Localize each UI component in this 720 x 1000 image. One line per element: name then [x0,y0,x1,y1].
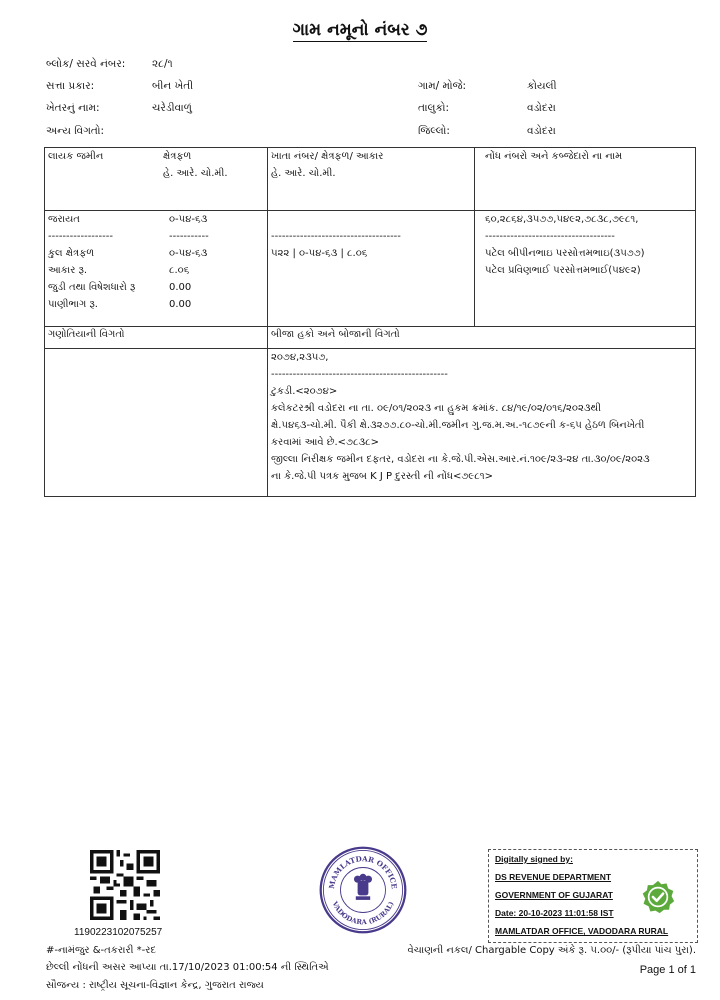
rights-line-3: ક્ષે.૫૪૬૩-ચો.મી. પૈકી ક્ષે.૩૨૭૭.૮૦-ચો.મી.જમીન ગુ.જ.મ.અ.-૧૮૭૯ની ક-૬૫ હેઠળ બિનખેતી [271,420,645,431]
header-land: લાયક જમીન [48,151,104,162]
rights-cell [268,349,696,497]
page-number: Page 1 of 1 [639,964,696,976]
ds-line-1: Digitally signed by: [495,854,573,864]
svg-text:MAMLATDAR OFFICE: MAMLATDAR OFFICE [327,854,399,890]
header-khata-cell [268,148,475,211]
legend: #-નામંજુર &-તકરારી *-રદ [46,945,157,956]
details-khata-cell [268,211,475,327]
row-pani: પાણીભાગ રૂ. [48,299,98,310]
header-notes: નોંધ નંબરો અને કબ્જેદારો ના નામ [485,151,623,162]
row-judi: જુડી તથા વિષેશધારો રૂ [48,282,136,293]
row-akar: આકાર રૂ. [48,265,88,276]
district-value: વડોદરા [527,125,556,137]
jarayat-value: ૦-૫૪-૬૩ [169,214,208,225]
header-land-cell [45,148,268,211]
mamlatdar-seal-icon [318,845,408,935]
pani-value: 0.00 [169,299,192,310]
header-khata: ખાતા નંબર/ ક્ષેત્રફળ/ આકાર [271,151,384,162]
owner-2: પટેલ પ્રવિણભાઈ પરસોત્તમભાઈ(૫૪૯૨) [485,265,641,276]
taluka-value: વડોદરા [527,102,556,114]
dash-line: ------------------ [48,231,113,242]
qr-code-icon [90,850,160,920]
tenure-label: સત્તા પ્રકાર: [46,80,95,92]
ds-line-2: DS REVENUE DEPARTMENT [495,872,612,882]
page-title: ગામ નમૂનો નંબર ૭ [292,20,428,40]
village-value: કોયલી [527,80,557,92]
judi-value: 0.00 [169,282,192,293]
land-record-table [44,147,696,497]
dash-line: ------------------------------------ [485,231,615,242]
rights-line-4: કરવામાં આવે છે.<૭૮૩૮> [271,437,380,448]
rights-numbers: ૨૦૭૪,૨૩૫૭, [271,352,329,363]
akar-value: ૮.૦૬ [169,265,190,276]
digital-signature-box [488,849,698,943]
courtesy: સૌજન્ય : રાષ્ટ્રીય સૂચના-વિજ્ઞાન કેન્દ્ર, ગુજરાત રાજ્ય [46,980,264,991]
details-values-cell [166,211,268,327]
tenure-value: બીન ખેતી [152,80,194,92]
block-value: ૨૮/૧ [152,58,173,70]
svg-text:VADODARA (RURAL): VADODARA (RURAL) [330,900,396,927]
header-row [45,148,696,211]
farm-label: ખેતરનું નામ: [46,102,100,114]
section-header-row [45,327,696,349]
row-total: કુલ ક્ષેત્રફળ [48,248,95,259]
rights-line-5: જીલ્લા નિરીક્ષક જમીન દફતર, વડોદરા ના કે.જે.પી.એસ.આર.નં.૧૦૯/૨૩-૨૪ તા.૩૦/૦૯/૨૦૨૩ [271,454,650,465]
header-notes-cell [475,148,696,211]
other-label: અન્ય વિગતો: [46,125,104,137]
total-value: ૦-૫૪-૬૩ [169,248,208,259]
row-jarayat: જરાયત [48,214,80,225]
header-khata-unit: હે. આરે. ચો.મી. [271,168,336,179]
rights-row [45,349,696,497]
header-area-unit: હે. આરે. ચો.મી. [163,168,228,179]
verified-check-icon [641,880,675,914]
dash-line: ----------- [169,231,209,242]
details-row [45,211,696,327]
details-labels-cell [45,211,167,327]
details-notes-cell [475,211,696,327]
rights-line-6: ના કે.જે.પી પત્રક મુજબ K J P દુરસ્તી ની નોંધ<૭૯૮૧> [271,471,494,482]
copy-note: વેચાણની નકલ/ Chargable Copy અંકે રૂ. ૫.૦૦/- (રૂપીયા પાંચ પુરા). [407,945,696,956]
qr-number: 1190223102075257 [74,927,163,938]
taluka-label: તાલુકો: [418,102,450,114]
last-note: છેલ્લી નોંધની અસર આપ્યા તા.17/10/2023 01:00:54 ની સ્થિતિએ [46,962,329,973]
ds-line-3: GOVERNMENT OF GUJARAT [495,890,613,900]
ds-line-5: MAMLATDAR OFFICE, VADODARA RURAL [495,926,669,936]
tenant-header: ગણોતિયાની વિગતો [45,327,268,349]
district-label: જિલ્લો: [418,125,450,137]
notes-numbers: ૬૦,૨૮૬૪,૩૫૭૭,૫૪૯૨,૭૮૩૮,૭૯૮૧, [485,214,639,225]
farm-value: ચરેડીવાળું [152,102,192,114]
block-label: બ્લોક/ સરવે નંબર: [46,58,126,70]
rights-line-1: ટુકડી.<૨૦૭૪> [271,386,338,397]
header-area: ક્ષેત્રફળ [163,151,192,162]
dash-line: ------------------------------------ [271,231,401,242]
rights-header: બીજા હકો અને બોજાની વિગતો [268,327,696,349]
owner-1: પટેલ બીપીનભાઇ પરસોત્તમભાઇ(૩૫૭૭) [485,248,645,259]
tenant-cell [45,349,268,497]
rights-line-2: કલેકટરશ્રી વડોદરા ના તા. ૦૯/૦૧/૨૦૨૩ ના હુકમ ક્રમાંક. ૮૪/૧૯/૦૨/૦૧૬/૨૦૨૩થી [271,403,602,414]
village-label: ગામ/ મોજે: [418,80,467,92]
khata-value: ૫૨૨ | ૦-૫૪-૬૩ | ૮.૦૬ [271,248,368,259]
dash-line: ------------------------------------------------- [271,369,448,380]
ds-line-4: Date: 20-10-2023 11:01:58 IST [495,908,614,918]
